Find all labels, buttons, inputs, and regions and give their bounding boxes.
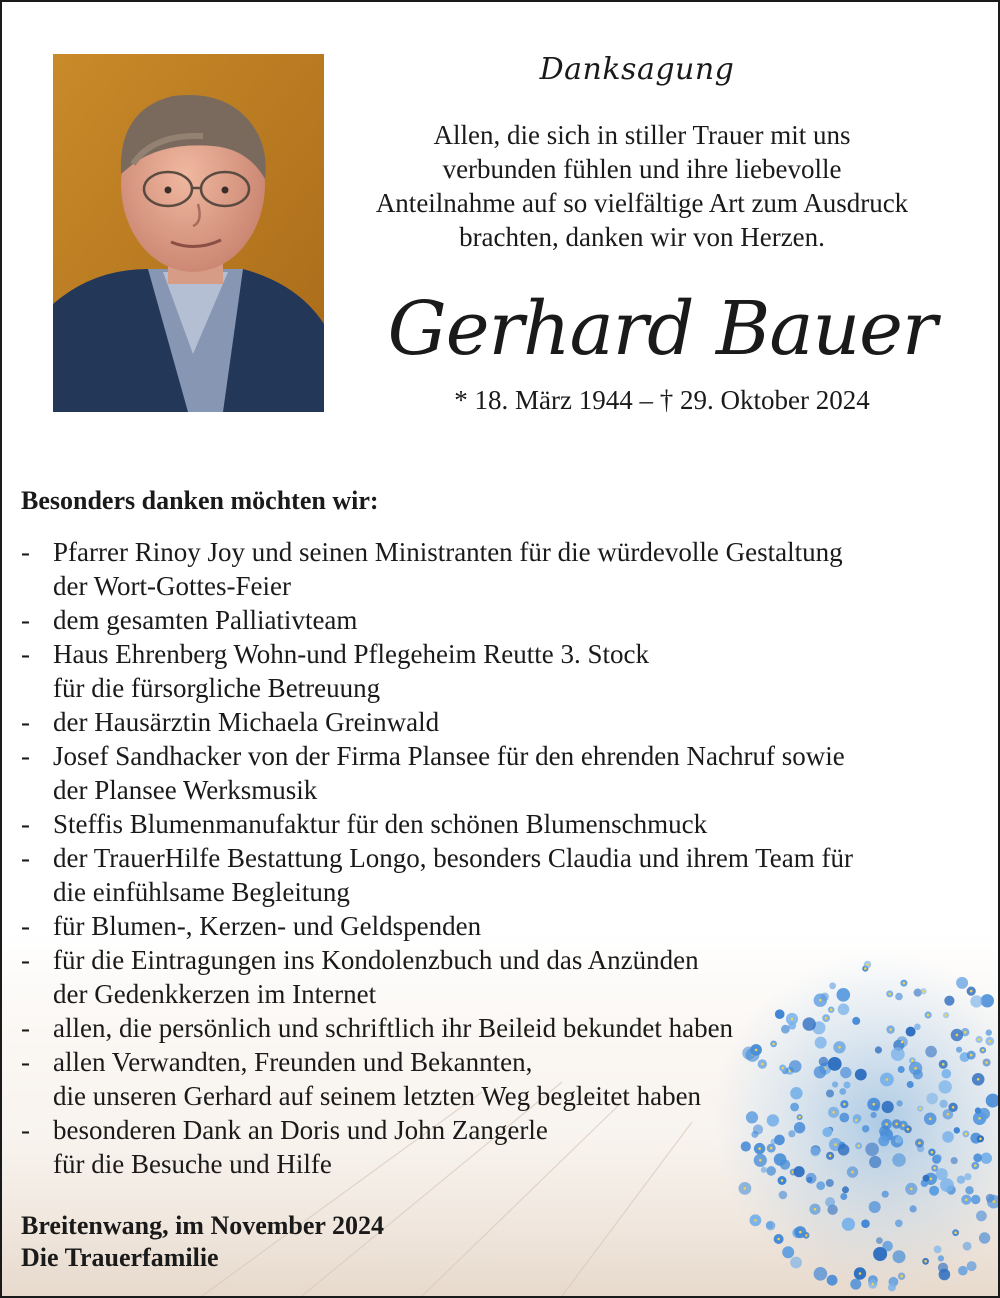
list-item-text: der Hausärztin Michaela Greinwald — [53, 707, 440, 737]
bullet-dash: - — [21, 639, 30, 669]
bullet-dash: - — [21, 945, 30, 975]
bullet-dash: - — [21, 1047, 30, 1077]
list-item — [21, 637, 971, 705]
list-item — [21, 807, 971, 841]
list-item-text: Steffis Blumenmanufaktur für den schönen Blumenschmuck — [53, 809, 708, 839]
place-date: Breitenwang, im November 2024 — [21, 1211, 384, 1240]
message-line: Allen, die sich in stiller Trauer mit uns — [433, 120, 851, 150]
message-line: brachten, danken wir von Herzen. — [459, 222, 825, 252]
bullet-dash: - — [21, 809, 30, 839]
bullet-dash: - — [21, 843, 30, 873]
list-item — [21, 1045, 971, 1113]
list-item-text: Haus Ehrenberg Wohn-und Pflegeheim Reutte 3. Stock — [53, 639, 649, 669]
list-item-text: für die Eintragungen ins Kondolenzbuch und das Anzünden — [53, 945, 699, 975]
bullet-dash: - — [21, 911, 30, 941]
life-dates: * 18. März 1944 – † 29. Oktober 2024 — [454, 385, 870, 415]
list-item — [21, 909, 971, 943]
portrait-photo — [53, 54, 324, 412]
thanks-list — [21, 535, 971, 1181]
bullet-dash: - — [21, 741, 30, 771]
list-item — [21, 1113, 971, 1181]
list-item-text: die unseren Gerhard auf seinem letzten Weg begleitet haben — [53, 1081, 702, 1111]
bullet-dash: - — [21, 707, 30, 737]
bullet-dash: - — [21, 1115, 30, 1145]
list-item-text: der Plansee Werksmusik — [53, 775, 318, 805]
list-item-text: Pfarrer Rinoy Joy und seinen Ministranten für die würdevolle Gestaltung — [53, 537, 843, 567]
list-item-text: Josef Sandhacker von der Firma Plansee für den ehrenden Nachruf sowie — [53, 741, 845, 771]
list-item — [21, 535, 971, 603]
list-item-text: dem gesamten Palliativteam — [53, 605, 358, 635]
list-item-text: besonderen Dank an Doris und John Zangerle — [53, 1115, 548, 1145]
thank-you-message — [332, 118, 952, 254]
family-signature: Die Trauerfamilie — [21, 1243, 219, 1272]
list-item-text: für Blumen-, Kerzen- und Geldspenden — [53, 911, 482, 941]
danksagung-title: Danksagung — [539, 52, 735, 87]
list-item-text: der TrauerHilfe Bestattung Longo, besonders Claudia und ihrem Team für — [53, 843, 853, 873]
thanks-heading: Besonders danken möchten wir: — [21, 486, 379, 515]
list-item-text: für die Besuche und Hilfe — [53, 1149, 332, 1179]
list-item — [21, 841, 971, 909]
list-item-text: allen, die persönlich und schriftlich ihr Beileid bekundet haben — [53, 1013, 734, 1043]
list-item — [21, 739, 971, 807]
message-line: Anteilnahme auf so vielfältige Art zum Ausdruck — [375, 188, 909, 218]
list-item — [21, 1011, 971, 1045]
list-item-text: die einfühlsame Begleitung — [53, 877, 350, 907]
list-item-text: der Wort-Gottes-Feier — [53, 571, 292, 601]
list-item — [21, 603, 971, 637]
list-item-text: der Gedenkkerzen im Internet — [53, 979, 377, 1009]
list-item — [21, 943, 971, 1011]
signature-block — [21, 1210, 384, 1274]
bullet-dash: - — [21, 537, 30, 567]
message-line: verbunden fühlen und ihre liebevolle — [442, 154, 842, 184]
bullet-dash: - — [21, 605, 30, 635]
list-item-text: allen Verwandten, Freunden und Bekannten, — [53, 1047, 533, 1077]
deceased-name: Gerhard Bauer — [387, 286, 937, 372]
list-item — [21, 705, 971, 739]
list-item-text: für die fürsorgliche Betreuung — [53, 673, 381, 703]
bullet-dash: - — [21, 1013, 30, 1043]
